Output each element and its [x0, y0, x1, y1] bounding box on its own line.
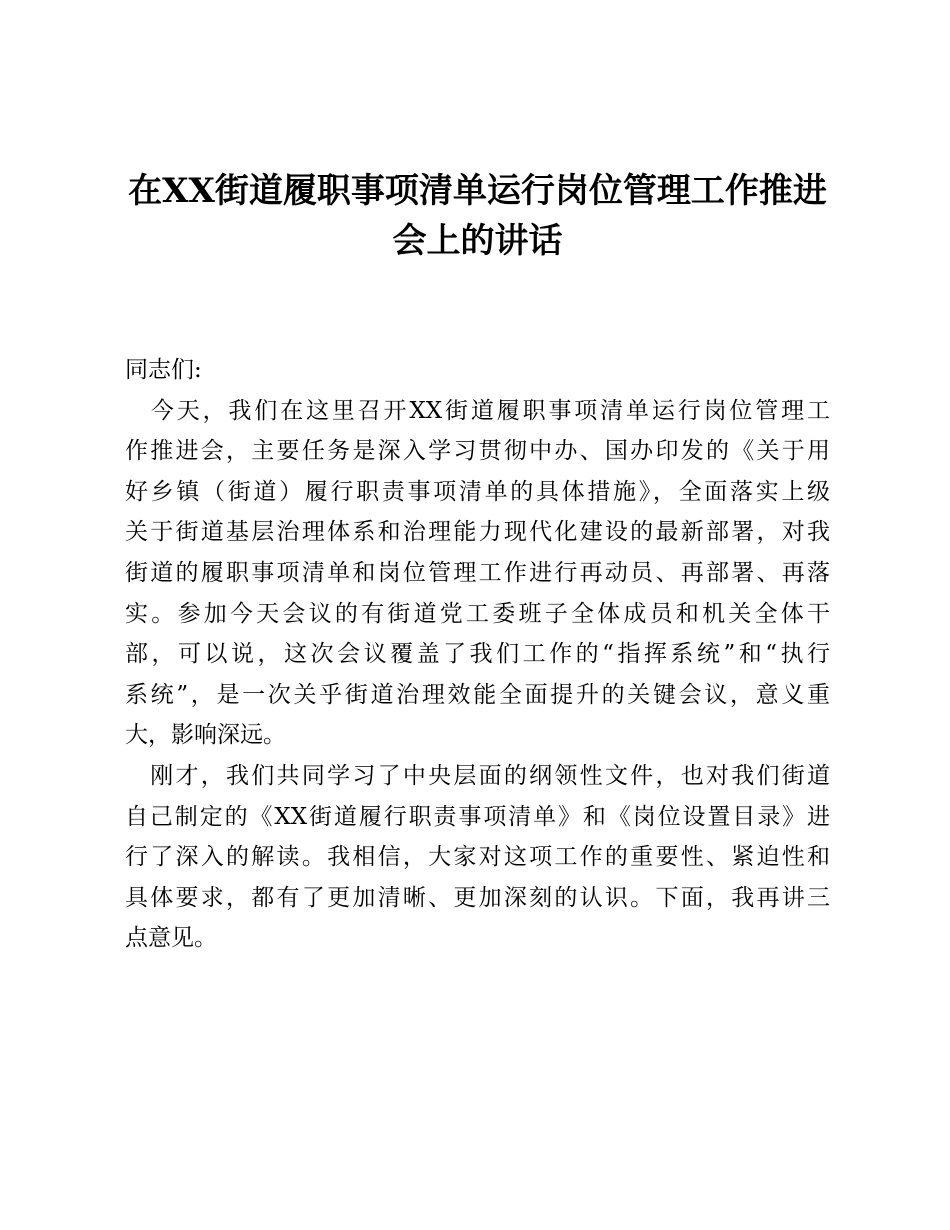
title-line-1: 在XX街道履职事项清单运行岗位管理工作推进: [128, 171, 827, 211]
document-body: [125, 350, 830, 959]
document-title: [110, 166, 845, 266]
paragraph-line: 刚才，我们共同学习了中央层面的纲领性文件，也对我们街道: [125, 762, 830, 789]
paragraph-line: 点意见。: [125, 925, 217, 952]
paragraph-line: 街道的履职事项清单和岗位管理工作进行再动员、再部署、再落: [125, 559, 830, 586]
salutation: 同志们:: [125, 357, 202, 383]
paragraph-1: [125, 391, 830, 756]
paragraph-line: 关于街道基层治理体系和治理能力现代化建设的最新部署，对我: [125, 519, 830, 546]
paragraph-line: 自己制定的《XX街道履行职责事项清单》和《岗位设置目录》进: [125, 803, 830, 830]
paragraph-line: 大，影响深远。: [125, 722, 286, 749]
paragraph-2: [125, 756, 830, 959]
paragraph-line: 实。参加今天会议的有街道党工委班子全体成员和机关全体干: [125, 600, 830, 627]
paragraph-line: 作推进会，主要任务是深入学习贯彻中办、国办印发的《关于用: [125, 438, 830, 465]
paragraph-line: 今天，我们在这里召开XX街道履职事项清单运行岗位管理工: [125, 397, 830, 424]
paragraph-line: 部，可以说，这次会议覆盖了我们工作的“指挥系统”和“执行: [125, 641, 830, 668]
title-line-2: 会上的讲话: [392, 221, 563, 261]
paragraph-line: 行了深入的解读。我相信，大家对这项工作的重要性、紧迫性和: [125, 844, 830, 871]
paragraph-line: 系统”，是一次关乎街道治理效能全面提升的关键会议，意义重: [125, 681, 830, 708]
paragraph-line: 好乡镇（街道）履行职责事项清单的具体措施》，全面落实上级: [125, 478, 830, 505]
paragraph-line: 具体要求，都有了更加清晰、更加深刻的认识。下面，我再讲三: [125, 884, 830, 911]
